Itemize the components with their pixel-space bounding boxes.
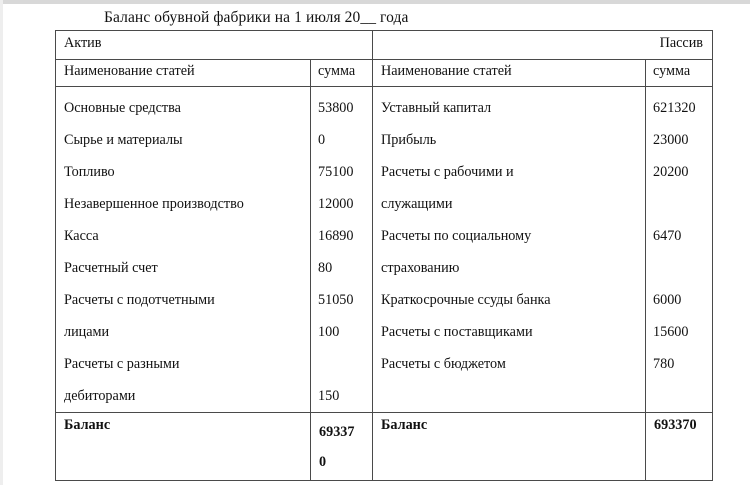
list-item-value: 75100 bbox=[318, 164, 354, 180]
list-item: Расчеты по социальному bbox=[381, 228, 532, 244]
assets-sums-cell bbox=[311, 87, 373, 413]
list-item-value: 16890 bbox=[318, 228, 354, 244]
balance-sheet-table bbox=[55, 30, 713, 481]
header-assets-name: Наименование статей bbox=[56, 60, 311, 87]
list-item-value: 80 bbox=[318, 260, 333, 276]
list-item: Касса bbox=[64, 228, 99, 244]
list-item: дебиторами bbox=[64, 388, 136, 404]
list-item-value: 53800 bbox=[318, 100, 354, 116]
total-assets-sum-line1: 69337 bbox=[319, 424, 355, 440]
list-item: служащими bbox=[381, 196, 453, 212]
list-item-value: 6470 bbox=[653, 228, 682, 244]
list-item: Прибыль bbox=[381, 132, 437, 148]
table-band-header-row bbox=[56, 31, 713, 60]
list-item-value: 23000 bbox=[653, 132, 689, 148]
header-assets-band: Актив bbox=[56, 31, 373, 60]
header-liabilities-band: Пассив bbox=[373, 31, 713, 60]
list-item-value bbox=[653, 380, 704, 412]
list-item-value: 621320 bbox=[653, 100, 696, 116]
list-item: Расчеты с бюджетом bbox=[381, 356, 506, 372]
header-liabilities-sum: сумма bbox=[646, 60, 713, 87]
list-item: страхованию bbox=[381, 260, 460, 276]
list-item-value: 12000 bbox=[318, 196, 354, 212]
table-body-row bbox=[56, 87, 713, 413]
list-item bbox=[381, 380, 637, 412]
list-item: Уставный капитал bbox=[381, 100, 492, 116]
document-title: Баланс обувной фабрики на 1 июля 20__ года bbox=[104, 9, 409, 26]
list-item: Расчеты с рабочими и bbox=[381, 164, 514, 180]
list-item-value bbox=[653, 188, 704, 220]
list-item: Незавершенное производство bbox=[64, 196, 244, 212]
list-item: Краткосрочные ссуды банка bbox=[381, 292, 551, 308]
liabilities-names-cell bbox=[373, 87, 646, 413]
list-item: Основные средства bbox=[64, 100, 181, 116]
list-item-value: 780 bbox=[653, 356, 675, 372]
list-item: Расчеты с подотчетными bbox=[64, 292, 215, 308]
list-item: Топливо bbox=[64, 164, 115, 180]
list-item: лицами bbox=[64, 324, 110, 340]
list-item-value bbox=[653, 252, 704, 284]
total-assets-sum-line2: 0 bbox=[319, 454, 327, 470]
list-item-value: 6000 bbox=[653, 292, 682, 308]
list-item-value: 20200 bbox=[653, 164, 689, 180]
liabilities-sums-cell bbox=[646, 87, 713, 413]
total-assets-label: Баланс bbox=[56, 413, 311, 481]
list-item: Сырье и материалы bbox=[64, 132, 183, 148]
total-liabilities-label: Баланс bbox=[373, 413, 646, 481]
list-item-value: 150 bbox=[318, 388, 340, 404]
list-item: Расчеты с поставщиками bbox=[381, 324, 533, 340]
list-item-value: 100 bbox=[318, 324, 340, 340]
total-assets-sum bbox=[311, 413, 373, 481]
table-column-header-row bbox=[56, 60, 713, 87]
header-liabilities-name: Наименование статей bbox=[373, 60, 646, 87]
list-item: Расчеты с разными bbox=[64, 356, 180, 372]
list-item-value: 0 bbox=[318, 132, 326, 148]
list-item: Расчетный счет bbox=[64, 260, 158, 276]
assets-names-cell bbox=[56, 87, 311, 413]
header-assets-sum: сумма bbox=[311, 60, 373, 87]
list-item-value: 15600 bbox=[653, 324, 689, 340]
table-total-row bbox=[56, 413, 713, 481]
total-liabilities-sum: 693370 bbox=[646, 413, 713, 481]
list-item-value bbox=[318, 348, 364, 380]
list-item-value: 51050 bbox=[318, 292, 354, 308]
